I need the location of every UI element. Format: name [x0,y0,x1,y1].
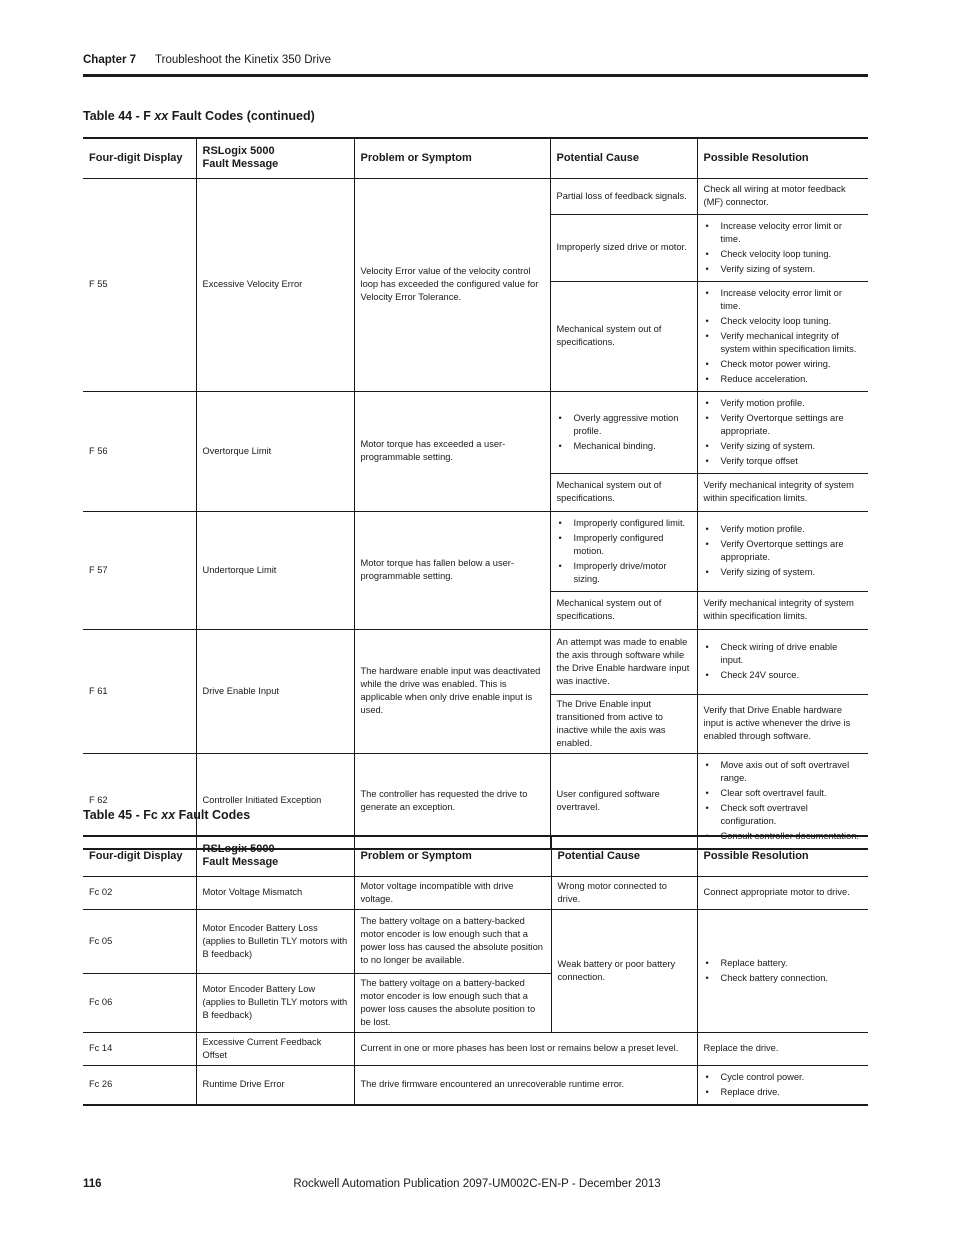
resolution-list [704,1071,863,1099]
table-row [83,1032,868,1065]
code-cell: Fc 05 [83,909,196,973]
chapter-title: Troubleshoot the Kinetix 350 Drive [155,54,332,66]
chapter-label: Chapter 7 [83,54,137,66]
code-cell: Fc 06 [83,973,196,1032]
table-row [83,876,868,909]
resolution-list [704,641,863,682]
message-cell: Excessive Current Feedback Offset [196,1032,354,1065]
list-item: • Check 24V source. [721,669,863,682]
message-cell: Motor Encoder Battery Low (applies to Bulletin TLY motors with B feedback) [196,973,354,1032]
cause-cell: Mechanical system out of specifications. [550,591,697,629]
list-item: • Increase velocity error limit or time. [721,287,863,313]
list-item: • Check wiring of drive enable input. [721,641,863,667]
cause-list [557,412,691,453]
resolution-cell: Verify that Drive Enable hardware input is active whenever the drive is enabled through software. [697,694,868,753]
cause-cell: Partial loss of feedback signals. [550,178,697,214]
col-header: Four-digit Display [83,138,196,178]
cause-cell [550,391,697,473]
list-item: • Verify sizing of system. [721,566,863,579]
list-item: • Verify sizing of system. [721,263,863,276]
resolution-list [704,287,863,386]
cause-cell [550,511,697,591]
resolution-cell: Replace the drive. [697,1032,868,1065]
problem-cell: The battery voltage on a battery-backed motor encoder is low enough such that a power loss has caused the absolute position to no longer be available. [354,909,551,973]
code-cell: F 56 [83,391,196,511]
problem-cell: The hardware enable input was deactivated while the drive was enabled. This is applicable when only drive enable input is used. [354,629,550,753]
resolution-list [704,220,863,276]
col-header: RSLogix 5000 Fault Message [196,138,354,178]
list-item: • Increase velocity error limit or time. [721,220,863,246]
table-45-caption: Table 45 - Fc xx Fault Codes [83,808,251,822]
list-item: • Check battery connection. [721,972,863,985]
list-item: • Replace drive. [721,1086,863,1099]
col-header: Possible Resolution [697,138,868,178]
publication-footer: Rockwell Automation Publication 2097-UM002C-EN-P - December 2013 [293,1178,661,1190]
cause-cell: The Drive Enable input transitioned from active to inactive while the axis was enabled. [550,694,697,753]
table-row [83,511,868,591]
list-item: • Improperly drive/motor sizing. [574,560,691,586]
message-cell: Motor Voltage Mismatch [196,876,354,909]
code-cell: Fc 02 [83,876,196,909]
table-45 [83,835,868,1106]
table-row [83,629,868,694]
message-cell: Runtime Drive Error [196,1065,354,1105]
cause-cell: Mechanical system out of specifications. [550,473,697,511]
table-header-row [83,138,868,178]
list-item: • Overly aggressive motion profile. [574,412,691,438]
code-cell: F 62 [83,753,196,849]
cause-cell: Wrong motor connected to drive. [551,876,697,909]
message-cell: Overtorque Limit [196,391,354,511]
list-item: • Replace battery. [721,957,863,970]
message-cell: Excessive Velocity Error [196,178,354,391]
list-item: • Verify torque offset [721,455,863,468]
problem-cell: Velocity Error value of the velocity control loop has exceeded the configured value for Velocity Error Tolerance. [354,178,550,391]
list-item: • Improperly configured motion. [574,532,691,558]
table-row [83,909,868,973]
problem-cell: Motor torque has exceeded a user-programmable setting. [354,391,550,511]
resolution-list [704,523,863,579]
code-cell: F 61 [83,629,196,753]
list-item: • Verify Overtorque settings are appropriate. [721,538,863,564]
resolution-cell [697,909,868,1032]
col-header: Four-digit Display [83,836,196,876]
cause-cell: Improperly sized drive or motor. [550,214,697,281]
problem-cell: Motor voltage incompatible with drive voltage. [354,876,551,909]
resolution-cell: Verify mechanical integrity of system within specification limits. [697,591,868,629]
resolution-cell [697,511,868,591]
running-header [83,54,331,66]
message-cell: Undertorque Limit [196,511,354,629]
list-item: • Verify mechanical integrity of system within specification limits. [721,330,863,356]
code-cell: F 57 [83,511,196,629]
list-item: • Verify motion profile. [721,397,863,410]
col-header: Potential Cause [550,138,697,178]
list-item: • Verify Overtorque settings are appropriate. [721,412,863,438]
col-header: Possible Resolution [697,836,868,876]
cause-cell: User configured software overtravel. [550,753,697,849]
resolution-list [704,957,863,985]
cause-cell: An attempt was made to enable the axis through software while the Drive Enable hardware input was inactive. [550,629,697,694]
table-row [83,1065,868,1105]
message-cell: Motor Encoder Battery Loss (applies to Bulletin TLY motors with B feedback) [196,909,354,973]
list-item: • Consult controller documentation. [721,830,863,843]
cause-cell: Mechanical system out of specifications. [550,281,697,391]
code-cell: Fc 14 [83,1032,196,1065]
resolution-cell: Connect appropriate motor to drive. [697,876,868,909]
problem-cell: The battery voltage on a battery-backed motor encoder is low enough such that a power loss causes the absolute position to be lost. [354,973,551,1032]
message-cell: Drive Enable Input [196,629,354,753]
message-cell: Controller Initiated Exception [196,753,354,849]
resolution-cell [697,391,868,473]
list-item: • Reduce acceleration. [721,373,863,386]
resolution-cell: Verify mechanical integrity of system within specification limits. [697,473,868,511]
resolution-cell [697,214,868,281]
col-header: RSLogix 5000 Fault Message [196,836,354,876]
list-item: • Verify sizing of system. [721,440,863,453]
problem-cell: Current in one or more phases has been lost or remains below a preset level. [354,1032,697,1065]
problem-cell: Motor torque has fallen below a user-programmable setting. [354,511,550,629]
code-cell: Fc 26 [83,1065,196,1105]
col-header: Problem or Symptom [354,836,551,876]
resolution-cell: Check all wiring at motor feedback (MF) connector. [697,178,868,214]
table-row [83,391,868,473]
resolution-cell [697,1065,868,1105]
cause-list [557,517,691,586]
header-rule [83,74,868,77]
list-item: • Check velocity loop tuning. [721,248,863,261]
col-header: Problem or Symptom [354,138,550,178]
page-number: 116 [83,1178,102,1190]
list-item: • Clear soft overtravel fault. [721,787,863,800]
resolution-list [704,759,863,843]
problem-cell: The controller has requested the drive to generate an exception. [354,753,550,849]
list-item: • Mechanical binding. [574,440,691,453]
list-item: • Verify motion profile. [721,523,863,536]
table-44-caption: Table 44 - F xx Fault Codes (continued) [83,109,315,123]
list-item: • Cycle control power. [721,1071,863,1084]
table-header-row [83,836,868,876]
list-item: • Improperly configured limit. [574,517,691,530]
problem-cell: The drive firmware encountered an unrecoverable runtime error. [354,1065,697,1105]
resolution-list [704,397,863,468]
table-44 [83,137,868,850]
col-header: Potential Cause [551,836,697,876]
table-row [83,178,868,214]
list-item: • Check velocity loop tuning. [721,315,863,328]
list-item: • Check soft overtravel configuration. [721,802,863,828]
code-cell: F 55 [83,178,196,391]
resolution-cell [697,629,868,694]
list-item: • Move axis out of soft overtravel range. [721,759,863,785]
list-item: • Check motor power wiring. [721,358,863,371]
resolution-cell [697,281,868,391]
cause-cell: Weak battery or poor battery connection. [551,909,697,1032]
